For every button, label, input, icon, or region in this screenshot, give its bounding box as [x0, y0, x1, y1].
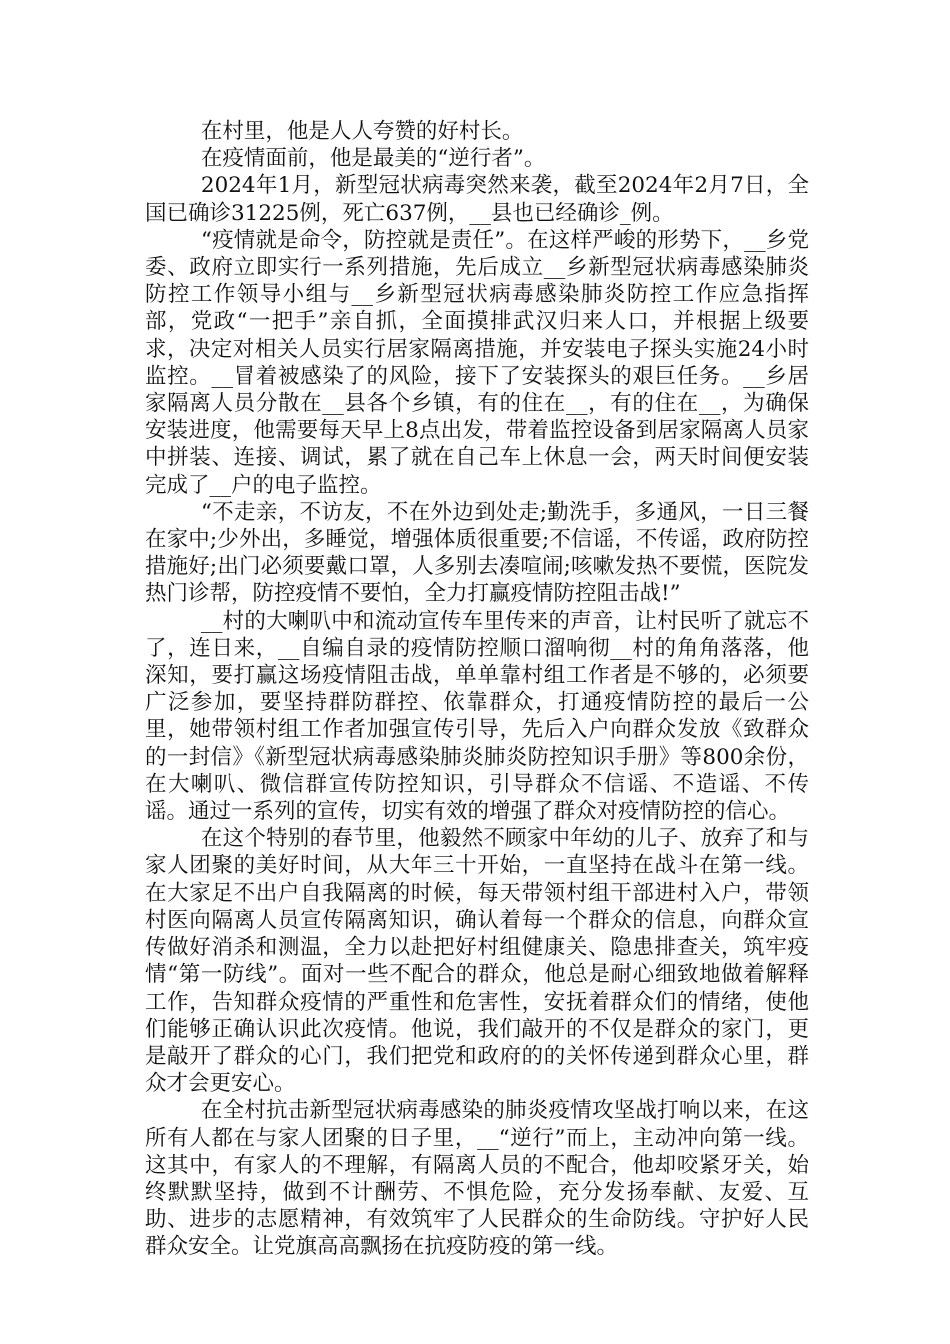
paragraph-publicity: __村的大喇叭中和流动宣传车里传来的声音，让村民听了就忘不了，连日来，__自编自录的疫情防控顺口溜响彻__村的角角落落，他深知，要打赢这场疫情阻击战，单单靠村组工作者是不够的，必须要广泛参加，要坚持群防群控、依靠群众，打通疫情防控的最后一公里，她带领村组工作者加强宣传引导，先后入户向群众发放《致群众的一封信》《新型冠状病毒感染肺炎肺炎防控知识手册》等800余份，在大喇叭、微信群宣传防控知识，引导群众不信谣、不造谣、不传谣。通过一系列的宣传，切实有效的增强了群众对疫情防控的信心。: [145, 608, 809, 825]
paragraph-conclusion: 在全村抗击新型冠状病毒感染的肺炎疫情攻坚战打响以来，在这所有人都在与家人团聚的日子里，__“逆行”而上，主动冲向第一线。这其中，有家人的不理解，有隔离人员的不配合，他却咬紧牙关，始终默默坚持，做到不计酬劳、不惧危险，充分发扬奉献、友爱、互助、进步的志愿精神，有效筑牢了人民群众的生命防线。守护好人民群众安全。让党旗高高飘扬在抗疫防疫的第一线。: [145, 1098, 809, 1260]
paragraph-slogan: “不走亲，不访友，不在外边到处走;勤洗手，多通风，一日三餐在家中;少外出，多睡觉，增强体质很重要;不信谣，不传谣，政府防控措施好;出门必须要戴口罩，人多别去凑喧闹;咳嗽发热不要慌，医院发热门诊帮，防控疫情不要怕，全力打赢疫情防控阻击战!”: [145, 499, 809, 607]
paragraph-subtitle: 在疫情面前，他是最美的“逆行者”。: [200, 146, 546, 172]
paragraph-statistics: 2024年1月，新型冠状病毒突然来袭，截至2024年2月7日，全国已确诊31225例，死亡637例，__县也已经确诊_例。: [145, 173, 809, 226]
paragraph-spring-festival: 在这个特别的春节里，他毅然不顾家中年幼的儿子、放弃了和与家人团聚的美好时间，从大年三十开始，一直坚持在战斗在第一线。在大家足不出户自我隔离的时候，每天带领村组干部进村入户，带领村医向隔离人员宣传隔离知识，确认着每一个群众的信息，向群众宣传做好消杀和测温，全力以赴把好村组健康关、隐患排查关，筑牢疫情“第一防线”。面对一些不配合的群众，他总是耐心细致地做着解释工作，告知群众疫情的严重性和危害性，安抚着群众们的情绪，使他们能够正确认识此次疫情。他说，我们敲开的不仅是群众的家门，更是敲开了群众的心门，我们把党和政府的的关怀传递到群众心里，群众才会更安心。: [145, 826, 809, 1097]
paragraph-response: “疫情就是命令，防控就是责任”。在这样严峻的形势下，__乡党委、政府立即实行一系列措施，先后成立__乡新型冠状病毒感染肺炎防控工作领导小组与__乡新型冠状病毒感染肺炎防控工作应急指挥部，党政“一把手”亲自抓，全面摸排武汉归来人口，并根据上级要求，决定对相关人员实行居家隔离措施，并安装电子探头实施24小时监控。__冒着被感染了的风险，接下了安装探头的艰巨任务。__乡居家隔离人员分散在__县各个乡镇，有的住在__，有的住在__，为确保安装进度，他需要每天早上8点出发，带着监控设备到居家隔离人员家中拼装、连接、调试，累了就在自己车上休息一会，两天时间便安装完成了__户的电子监控。: [145, 227, 809, 498]
paragraph-intro: 在村里，他是人人夸赞的好村长。: [200, 119, 524, 144]
document-body: [145, 118, 809, 1261]
